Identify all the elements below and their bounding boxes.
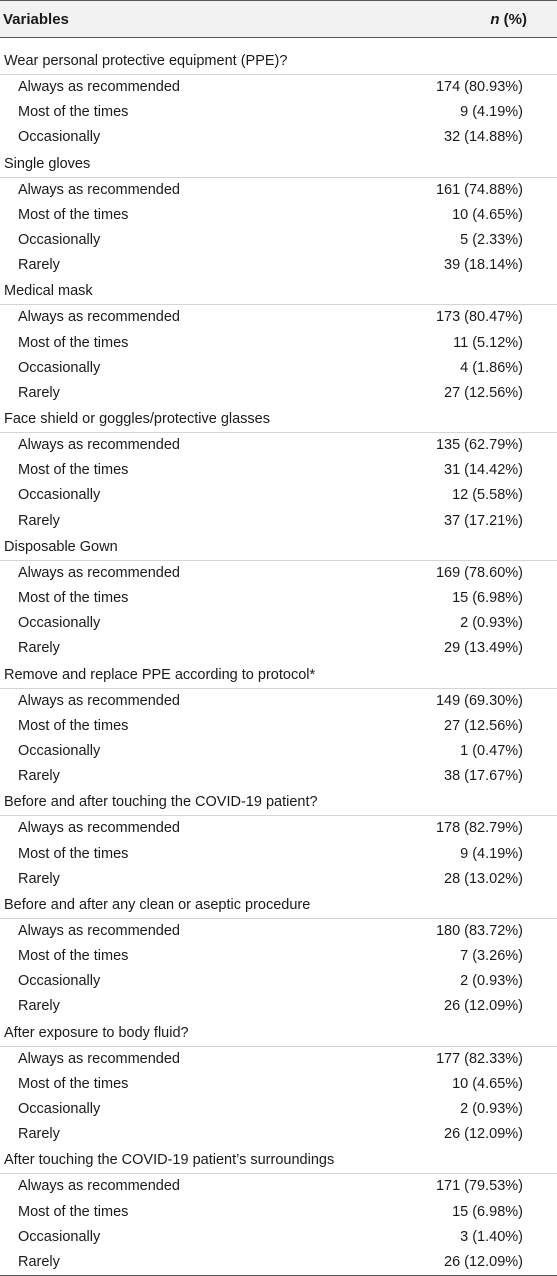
table-row <box>0 1250 557 1276</box>
row-label: Rarely <box>18 257 60 274</box>
row-value: 173 (80.47%) <box>435 309 523 326</box>
table-row <box>0 944 557 969</box>
row-label: Occasionally <box>18 231 101 248</box>
row-value: 135 (62.79%) <box>435 437 523 454</box>
row-value: 37 (17.21%) <box>444 512 523 529</box>
row-value: 39 (18.14%) <box>444 257 523 274</box>
row-label: Occasionally <box>18 1228 101 1245</box>
row-value: 4 (1.86%) <box>460 359 523 376</box>
table-row <box>0 1225 557 1250</box>
table-row <box>0 842 557 867</box>
row-label: Rarely <box>18 1126 60 1143</box>
row-label: Occasionally <box>18 973 101 990</box>
row-label: Occasionally <box>18 487 101 504</box>
group-title: Remove and replace PPE according to protocol* <box>4 666 316 683</box>
row-value: 26 (12.09%) <box>444 1253 523 1270</box>
row-value: 3 (1.40%) <box>460 1228 523 1245</box>
row-value: 174 (80.93%) <box>435 79 523 95</box>
row-label: Rarely <box>18 998 60 1015</box>
group-header-row <box>0 1147 557 1174</box>
row-label: Always as recommended <box>18 309 180 326</box>
row-value: 31 (14.42%) <box>444 462 523 479</box>
table-row <box>0 1097 557 1122</box>
row-label: Occasionally <box>18 742 101 759</box>
group-header-row <box>0 278 557 305</box>
row-label: Always as recommended <box>18 564 180 581</box>
table-body <box>0 48 557 1276</box>
row-value: 9 (4.19%) <box>460 845 523 862</box>
row-label: Most of the times <box>18 206 129 223</box>
table-row <box>0 689 557 714</box>
group-title: Single gloves <box>4 155 91 172</box>
group-title: Face shield or goggles/protective glasses <box>4 411 270 428</box>
table-row <box>0 739 557 764</box>
row-value: 180 (83.72%) <box>435 922 523 939</box>
table-row <box>0 1047 557 1072</box>
group-title: Medical mask <box>4 283 93 300</box>
row-label: Always as recommended <box>18 181 180 198</box>
row-value: 10 (4.65%) <box>452 1075 523 1092</box>
row-label: Always as recommended <box>18 1178 180 1195</box>
row-value: 2 (0.93%) <box>460 1101 523 1117</box>
group-header-row <box>0 534 557 561</box>
row-label: Occasionally <box>18 615 101 632</box>
row-value: 27 (12.56%) <box>444 717 523 734</box>
row-label: Rarely <box>18 1253 60 1270</box>
row-value: 10 (4.65%) <box>452 206 523 223</box>
row-value: 2 (0.93%) <box>460 615 523 632</box>
row-label: Most of the times <box>18 462 129 479</box>
row-value: 11 (5.12%) <box>453 334 523 351</box>
row-label: Always as recommended <box>18 79 180 95</box>
row-value: 38 (17.67%) <box>444 768 523 785</box>
table-row <box>0 1122 557 1147</box>
table-row <box>0 1072 557 1097</box>
group-title: Disposable Gown <box>4 538 118 555</box>
row-value: 32 (14.88%) <box>444 129 523 146</box>
table-row <box>0 356 557 381</box>
table-row <box>0 561 557 586</box>
percent-suffix: (%) <box>499 10 527 28</box>
group-header-row <box>0 48 557 75</box>
row-label: Most of the times <box>18 948 129 965</box>
table-row <box>0 75 557 100</box>
row-label: Always as recommended <box>18 922 180 939</box>
group-title: After touching the COVID-19 patient’s surroundings <box>4 1152 335 1169</box>
group-header-row <box>0 789 557 816</box>
row-value: 15 (6.98%) <box>452 590 523 606</box>
row-label: Most of the times <box>18 1203 129 1220</box>
row-label: Most of the times <box>18 590 129 606</box>
row-value: 161 (74.88%) <box>435 181 523 198</box>
table-row <box>0 458 557 483</box>
row-label: Most of the times <box>18 717 129 734</box>
table-row <box>0 305 557 330</box>
row-value: 171 (79.53%) <box>435 1178 523 1195</box>
row-label: Most of the times <box>18 334 129 351</box>
row-value: 27 (12.56%) <box>444 384 523 401</box>
table-row <box>0 331 557 356</box>
group-title: Before and after any clean or aseptic procedure <box>4 896 311 913</box>
row-label: Occasionally <box>18 1101 101 1117</box>
row-value: 169 (78.60%) <box>435 564 523 581</box>
table-row <box>0 125 557 150</box>
group-header-row <box>0 892 557 919</box>
table-row <box>0 867 557 892</box>
table-header <box>0 0 557 38</box>
table-row <box>0 714 557 739</box>
group-header-row <box>0 406 557 433</box>
row-value: 9 (4.19%) <box>460 104 523 121</box>
n-symbol: n <box>490 10 500 28</box>
row-value: 1 (0.47%) <box>460 742 523 759</box>
group-title: Before and after touching the COVID-19 patient? <box>4 794 318 811</box>
table-row <box>0 381 557 406</box>
row-value: 5 (2.33%) <box>460 231 523 248</box>
table-row <box>0 636 557 661</box>
group-title: Wear personal protective equipment (PPE)? <box>4 53 288 69</box>
row-label: Rarely <box>18 768 60 785</box>
row-label: Always as recommended <box>18 820 180 837</box>
row-value: 26 (12.09%) <box>444 1126 523 1143</box>
table-row <box>0 611 557 636</box>
group-title: After exposure to body fluid? <box>4 1024 189 1041</box>
table-row <box>0 433 557 458</box>
row-value: 7 (3.26%) <box>460 948 523 965</box>
row-label: Most of the times <box>18 1075 129 1092</box>
row-value: 29 (13.49%) <box>444 640 523 657</box>
group-header-row <box>0 1020 557 1047</box>
row-label: Rarely <box>18 384 60 401</box>
row-label: Occasionally <box>18 359 101 376</box>
row-label: Rarely <box>18 512 60 529</box>
row-label: Most of the times <box>18 845 129 862</box>
table-row <box>0 969 557 994</box>
row-label: Occasionally <box>18 129 101 146</box>
row-value: 15 (6.98%) <box>452 1203 523 1220</box>
table-row <box>0 919 557 944</box>
row-label: Rarely <box>18 870 60 887</box>
row-label: Always as recommended <box>18 692 180 709</box>
table-row <box>0 100 557 125</box>
table-row <box>0 509 557 534</box>
row-value: 178 (82.79%) <box>435 820 523 837</box>
row-label: Rarely <box>18 640 60 657</box>
row-value: 26 (12.09%) <box>444 998 523 1015</box>
table-row <box>0 228 557 253</box>
table-row <box>0 203 557 228</box>
row-label: Always as recommended <box>18 1050 180 1067</box>
row-value: 2 (0.93%) <box>460 973 523 990</box>
table-row <box>0 178 557 203</box>
table-row <box>0 586 557 611</box>
row-value: 177 (82.33%) <box>435 1050 523 1067</box>
group-header-row <box>0 662 557 689</box>
table-row <box>0 994 557 1019</box>
table-row <box>0 253 557 278</box>
row-value: 149 (69.30%) <box>435 692 523 709</box>
table-row <box>0 1200 557 1225</box>
table-row <box>0 816 557 841</box>
variables-column-header: Variables <box>3 10 69 28</box>
row-label: Most of the times <box>18 104 129 121</box>
group-header-row <box>0 151 557 178</box>
n-percent-column-header <box>490 11 527 28</box>
table-row <box>0 483 557 508</box>
row-label: Always as recommended <box>18 437 180 454</box>
row-value: 28 (13.02%) <box>444 870 523 887</box>
table-row <box>0 1174 557 1199</box>
table-row <box>0 764 557 789</box>
row-value: 12 (5.58%) <box>452 487 523 504</box>
